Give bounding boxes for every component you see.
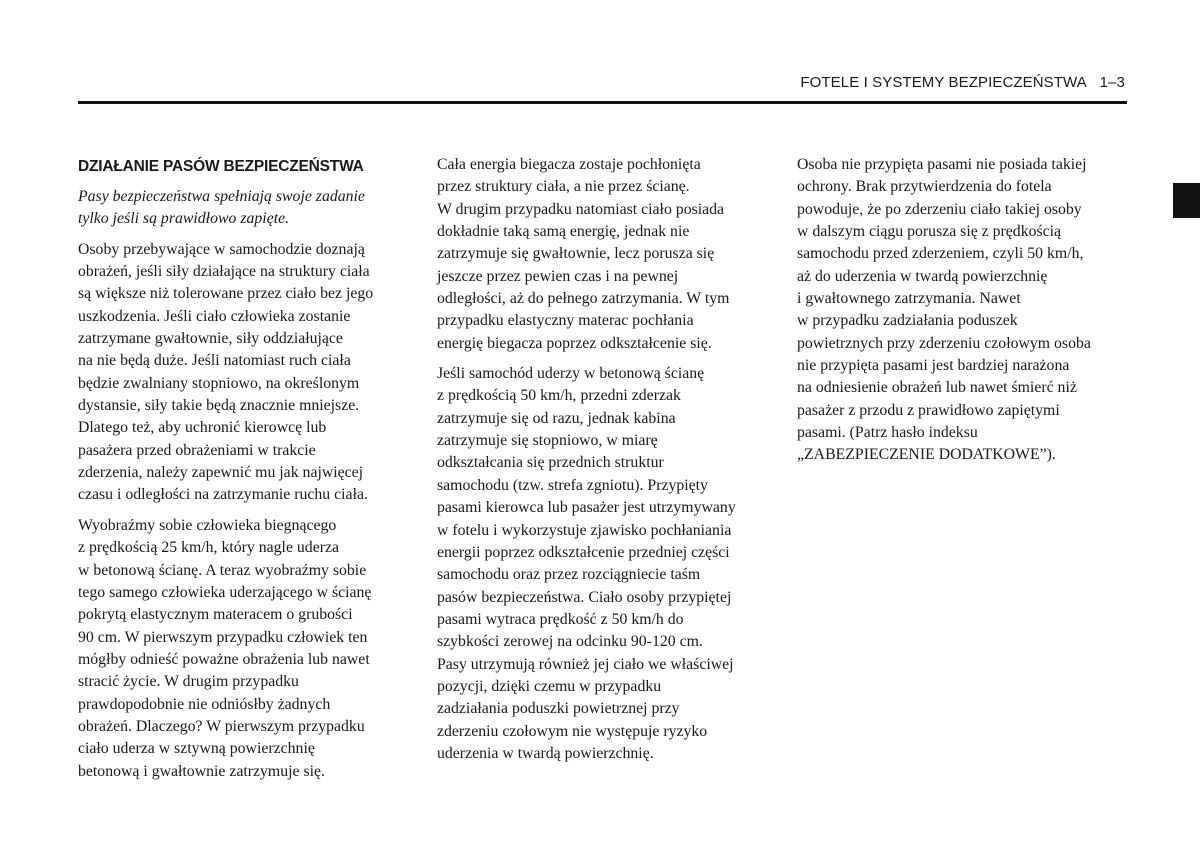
paragraph: Wyobraźmy sobie człowieka biegnącego z prędkością 25 km/h, który nagle uderza w betonową ścianę. A teraz wyobraźmy sobie tego samego człowieka uderzającego w ścianę pokrytą elastycznym materacem o grubości 90 cm. W pierwszym przypadku człowiek ten mógłby odnieść poważne obrażenia lub nawet stracić życie. W drugim przypadku prawdopodobnie nie odniósłby żadnych obrażeń. Dlaczego? W pierwszym przypadku ciało uderza w sztywną powierzchnię betonową i gwałtownie zatrzymuje się. — [78, 516, 372, 780]
section-title: FOTELE I SYSTEMY BEZPIECZEŃSTWA — [800, 74, 1087, 91]
page-number: 1–3 — [1099, 74, 1125, 91]
paragraph: Jeśli samochód uderzy w betonową ścianę z prędkością 50 km/h, przedni zderzak zatrzymuje się od razu, jednak kabina zatrzymuje się stopniowo, w miarę odkształcania się przednich struktur samochodu (tzw. strefa zgniotu). Przypięty pasami kierowca lub pasażer jest utrzymywany w fotelu i wykorzystuje zjawisko pochłaniania energii poprzez odkształcenie przedniej części samochodu oraz przez rozciągniecie taśm pasów bezpieczeństwa. Ciało osoby przypiętej pasami wytraca prędkość z 50 km/h do szybkości zerowej na odcinku 90-120 cm. Pasy utrzymują również jej ciało we właściwej pozycji, dzięki czemu w przypadku zadziałania poduszki powietrznej przy zderzeniu czołowym nie występuje ryzyko uderzenia w twardą powierzchnię. — [437, 365, 736, 762]
text-column-2 — [437, 154, 772, 773]
paragraph: Cała energia biegacza zostaje pochłonięta przez struktury ciała, a nie przez ścianę. W drugim przypadku natomiast ciało posiada dokładnie taką samą energię, jednak nie zatrzymuje się gwałtownie, lecz porusza się jeszcze przez pewien czas i na pewnej odległości, aż do pełnego zatrzymania. W tym przypadku elastyczny materac pochłania energię biegacza poprzez odkształcenie się. — [437, 156, 730, 352]
section-tab-marker — [1173, 183, 1200, 218]
header-rule — [78, 101, 1127, 104]
paragraph: Osoby przebywające w samochodzie doznają obrażeń, jeśli siły działające na struktury ciała są większe niż tolerowane przez ciało bez jego uszkodzenia. Jeśli ciało człowieka zostanie zatrzymane gwałtownie, siły oddziałujące na nie będą duże. Jeśli natomiast ruch ciała będzie zwalniany stopniowo, na określonym dystansie, siły takie będą znacznie mniejsze. Dlatego też, aby uchronić kierowcę lub pasażera przed obrażeniami w trakcie zderzenia, należy zapewnić mu jak najwięcej czasu i odległości na zatrzymanie ruchu ciała. — [78, 240, 374, 504]
section-heading: DZIAŁANIE PASÓW BEZPIECZEŃSTWA — [78, 158, 364, 175]
text-column-3 — [797, 154, 1132, 475]
running-header — [78, 74, 1125, 91]
intro-note: Pasy bezpieczeństwa spełniają swoje zadanie tylko jeśli są prawidłowo zapięte. — [78, 188, 365, 228]
text-column-1 — [78, 154, 408, 791]
paragraph: Osoba nie przypięta pasami nie posiada takiej ochrony. Brak przytwierdzenia do fotela powoduje, że po zderzeniu ciało takiej osoby w dalszym ciągu porusza się z prędkością samochodu przed zderzeniem, czyli 50 km/h, aż do uderzenia w twardą powierzchnię i gwałtownego zatrzymania. Nawet w przypadku zadziałania poduszek powietrznych przy zderzeniu czołowym osoba nie przypięta pasami jest bardziej narażona na odniesienie obrażeń lub nawet śmierć niż pasażer z przodu z prawidłowo zapiętymi pasami. (Patrz hasło indeksu „ZABEZPIECZENIE DODATKOWE”). — [797, 156, 1091, 464]
